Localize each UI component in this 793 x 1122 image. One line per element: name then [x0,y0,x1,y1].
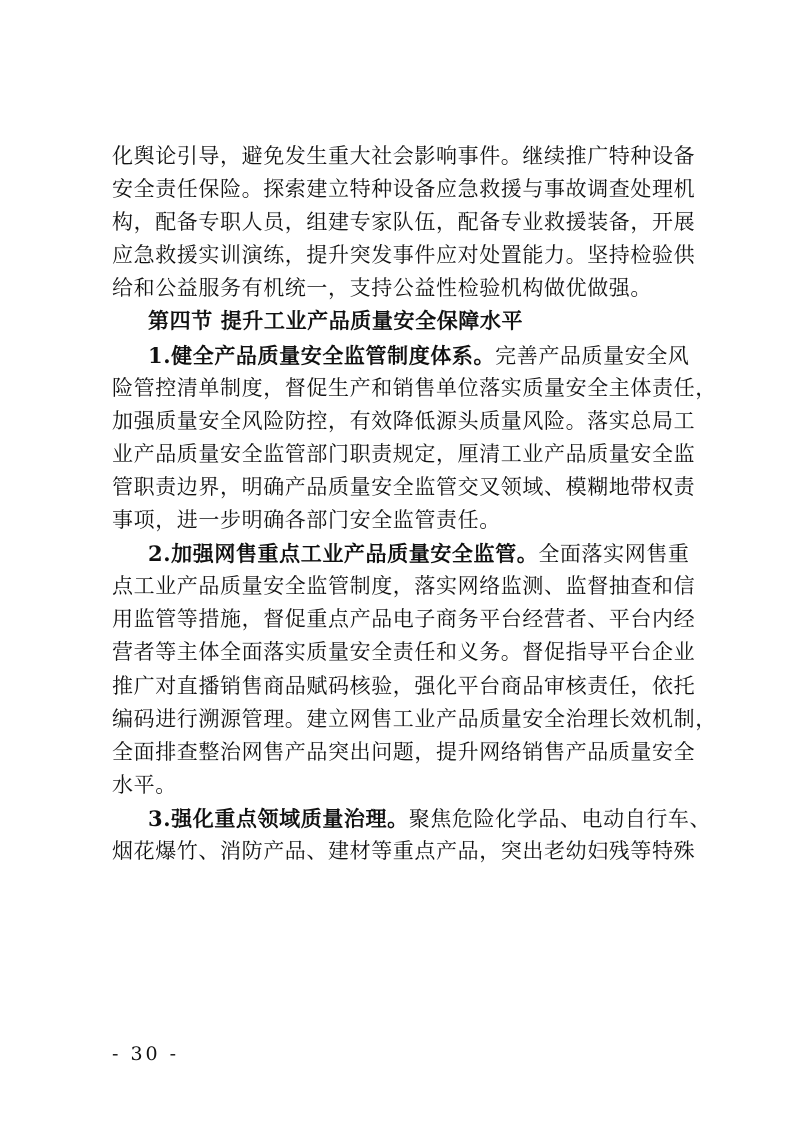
paragraph-line: 编码进行溯源管理。建立网售工业产品质量安全治理长效机制， [112,706,717,731]
item-2-text: 全面落实网售重 [538,542,690,567]
paragraph-line: 全面排查整治网售产品突出问题，提升网络销售产品质量安全 [112,739,696,764]
paragraph-line: 用监管等措施，督促重点产品电子商务平台经营者、平台内经 [112,607,696,632]
paragraph-line: 营者等主体全面落实质量安全责任和义务。督促指导平台企业 [112,640,696,665]
item-1-first-line [112,339,692,372]
paragraph-line: 构，配备专职人员，组建专家队伍，配备专业救援装备，开展 [112,210,696,235]
item-3-title: 3.强化重点领域质量治理。 [148,805,409,831]
paragraph-line: 事项，进一步明确各部门安全监管责任。 [112,508,501,533]
item-2-first-line [112,537,692,570]
paragraph-line: 管职责边界，明确产品质量安全监管交叉领域、模糊地带权责 [112,474,696,499]
paragraph-line: 应急救援实训演练，提升突发事件应对处置能力。坚持检验供 [112,243,696,268]
paragraph-line: 险管控清单制度，督促生产和销售单位落实质量安全主体责任， [112,375,717,400]
paragraph-line: 业产品质量安全监管部门职责规定，厘清工业产品质量安全监 [112,441,696,466]
paragraph-line: 烟花爆竹、消防产品、建材等重点产品，突出老幼妇残等特殊 [112,838,696,863]
item-3-first-line [112,802,712,835]
paragraph-line: 推广对直播销售商品赋码核验，强化平台商品审核责任，依托 [112,673,696,698]
paragraph-line: 安全责任保险。探索建立特种设备应急救援与事故调查处理机 [112,177,696,202]
item-3-text: 聚焦危险化学品、电动自行车、 [408,806,712,831]
document-body [112,140,717,868]
paragraph-line: 加强质量安全风险防控，有效降低源头质量风险。落实总局工 [112,408,696,433]
page-number: - 30 - [112,1043,180,1065]
paragraph-line: 水平。 [112,772,177,797]
item-2-title: 2.加强网售重点工业产品质量安全监管。 [148,541,539,567]
item-1-text: 完善产品质量安全风 [495,343,690,368]
paragraph-line: 给和公益服务有机统一，支持公益性检验机构做优做强。 [112,276,652,301]
paragraph-line: 点工业产品质量安全监管制度，落实网络监测、监督抽查和信 [112,574,696,599]
paragraph-line: 化舆论引导，避免发生重大社会影响事件。继续推广特种设备 [112,144,696,168]
item-1-title: 1.健全产品质量安全监管制度体系。 [148,342,496,368]
section-heading: 第四节 提升工业产品质量安全保障水平 [148,309,524,334]
